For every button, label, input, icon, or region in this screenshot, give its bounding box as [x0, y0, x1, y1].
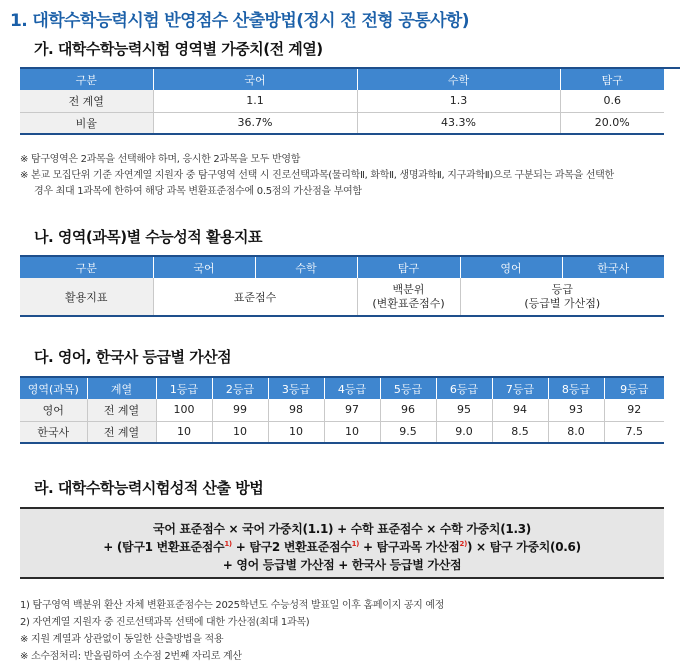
table-row: [20, 90, 680, 112]
section-c-heading: 다. 영어, 한국사 등급별 가산점: [34, 348, 232, 366]
weight-table: [20, 67, 680, 135]
table-cell: 1.1: [153, 90, 357, 112]
row-label: 영어: [20, 399, 87, 421]
row-label: 전 계열: [87, 421, 156, 443]
footnote-mark: 1): [224, 540, 232, 548]
header-cell: 계열: [87, 377, 156, 399]
table-cell: 36.7%: [153, 112, 357, 134]
row-label: 비율: [20, 112, 153, 134]
note-text: ※ 본교 모집단위 기준 자연계열 지원자 중 탐구영역 선택 시 진로선택과목(물리학Ⅱ, 화학Ⅱ, 생명과학Ⅱ, 지구과학Ⅱ)으로 구분되는 과목을 선택한: [20, 170, 614, 181]
header-cell: 8등급: [548, 377, 604, 399]
table-cell: 95: [436, 399, 492, 421]
table-cell: 10: [212, 421, 268, 443]
formula-part: ) × 탐구 가중치(0.6): [467, 540, 581, 554]
cell-line: (변환표준점수): [372, 296, 445, 310]
header-cell: 탐구: [560, 68, 664, 90]
table-cell: 92: [604, 399, 664, 421]
table-cell: 96: [380, 399, 436, 421]
table-cell: 93: [548, 399, 604, 421]
footnote-text: ※ 지원 계열과 상관없이 동일한 산출방법을 적용: [20, 634, 224, 645]
table-cell: 1.3: [357, 90, 560, 112]
table-row: [20, 421, 664, 443]
table-row: [20, 399, 664, 421]
footnote-mark: 2): [459, 540, 467, 548]
header-cell: 수학: [255, 256, 357, 278]
table-cell: [357, 278, 460, 316]
section-b-heading: 나. 영역(과목)별 수능성적 활용지표: [34, 228, 262, 246]
header-cell: 영역(과목): [20, 377, 87, 399]
footnote-text: 2) 자연계열 지원자 중 진로선택과목 선택에 대한 가산점(최대 1과목): [20, 617, 310, 628]
header-cell: 5등급: [380, 377, 436, 399]
table-cell: 10: [268, 421, 324, 443]
cell-line: 등급: [551, 282, 573, 296]
table-cell: 표준점수: [153, 278, 357, 316]
cell-line: (등급별 가산점): [524, 296, 601, 310]
row-label: 활용지표: [20, 278, 153, 316]
header-cell: 2등급: [212, 377, 268, 399]
table-cell: 98: [268, 399, 324, 421]
formula-box: [20, 507, 664, 579]
table-cell: 100: [156, 399, 212, 421]
header-cell: 구분: [20, 256, 153, 278]
section-a-heading: 가. 대학수학능력시험 영역별 가중치(전 계열): [34, 40, 323, 58]
header-cell: 탐구: [357, 256, 460, 278]
cell-line: 백분위: [392, 282, 425, 296]
grade-bonus-table: [20, 376, 664, 444]
header-cell: 국어: [153, 68, 357, 90]
page-title: 1. 대학수학능력시험 반영점수 산출방법(정시 전 전형 공통사항): [10, 11, 469, 31]
table-cell: 99: [212, 399, 268, 421]
formula-line-2: [20, 538, 664, 555]
table-cell: 0.6: [560, 90, 664, 112]
header-cell: 9등급: [604, 377, 664, 399]
table-row: [20, 112, 680, 134]
row-label: 전 계열: [20, 90, 153, 112]
formula-part: + (탐구1 변환표준점수: [103, 540, 225, 554]
header-cell: 4등급: [324, 377, 380, 399]
table-cell: 8.0: [548, 421, 604, 443]
header-cell: 수학: [357, 68, 560, 90]
header-cell: 구분: [20, 68, 153, 90]
formula-line-3: + 영어 등급별 가산점 + 한국사 등급별 가산점: [222, 558, 462, 572]
section-d-heading: 라. 대학수학능력시험성적 산출 방법: [34, 479, 264, 497]
table-cell: 9.5: [380, 421, 436, 443]
formula-part: + 탐구2 변환표준점수: [231, 540, 352, 554]
footnote-mark: 1): [351, 540, 360, 548]
table-cell: 20.0%: [560, 112, 664, 134]
row-label: 한국사: [20, 421, 87, 443]
row-label: 전 계열: [87, 399, 156, 421]
header-cell: 1등급: [156, 377, 212, 399]
header-cell: 한국사: [562, 256, 664, 278]
footnote-text: 1) 탐구영역 백분위 환산 자체 변환표준점수는 2025학년도 수능성적 발표일 이후 홈페이지 공지 예정: [20, 600, 445, 611]
header-cell: 6등급: [436, 377, 492, 399]
formula-line-1: 국어 표준점수 × 국어 가중치(1.1) + 수학 표준점수 × 수학 가중치(1.3): [153, 522, 531, 536]
note-text: ※ 탐구영역은 2과목을 선택해야 하며, 응시한 2과목을 모두 반영함: [20, 154, 301, 165]
note-text: 경우 최대 1과목에 한하여 해당 과목 변환표준점수에 0.5점의 가산점을 부여함: [34, 186, 362, 197]
table-cell: 8.5: [492, 421, 548, 443]
table-cell: 9.0: [436, 421, 492, 443]
table-cell: 7.5: [604, 421, 664, 443]
header-cell: 영어: [460, 256, 562, 278]
table-cell: 97: [324, 399, 380, 421]
header-cell: 7등급: [492, 377, 548, 399]
header-cell: 3등급: [268, 377, 324, 399]
indicator-table: [20, 255, 664, 317]
table-row: [20, 278, 664, 316]
table-cell: 10: [324, 421, 380, 443]
formula-part: + 탐구과목 가산점: [359, 540, 460, 554]
table-cell: 43.3%: [357, 112, 560, 134]
table-cell: 94: [492, 399, 548, 421]
table-cell: [460, 278, 664, 316]
footnote-text: ※ 소수점처리: 반올림하여 소수점 2번째 자리로 계산: [20, 651, 242, 662]
table-cell: 10: [156, 421, 212, 443]
header-cell: 국어: [153, 256, 255, 278]
